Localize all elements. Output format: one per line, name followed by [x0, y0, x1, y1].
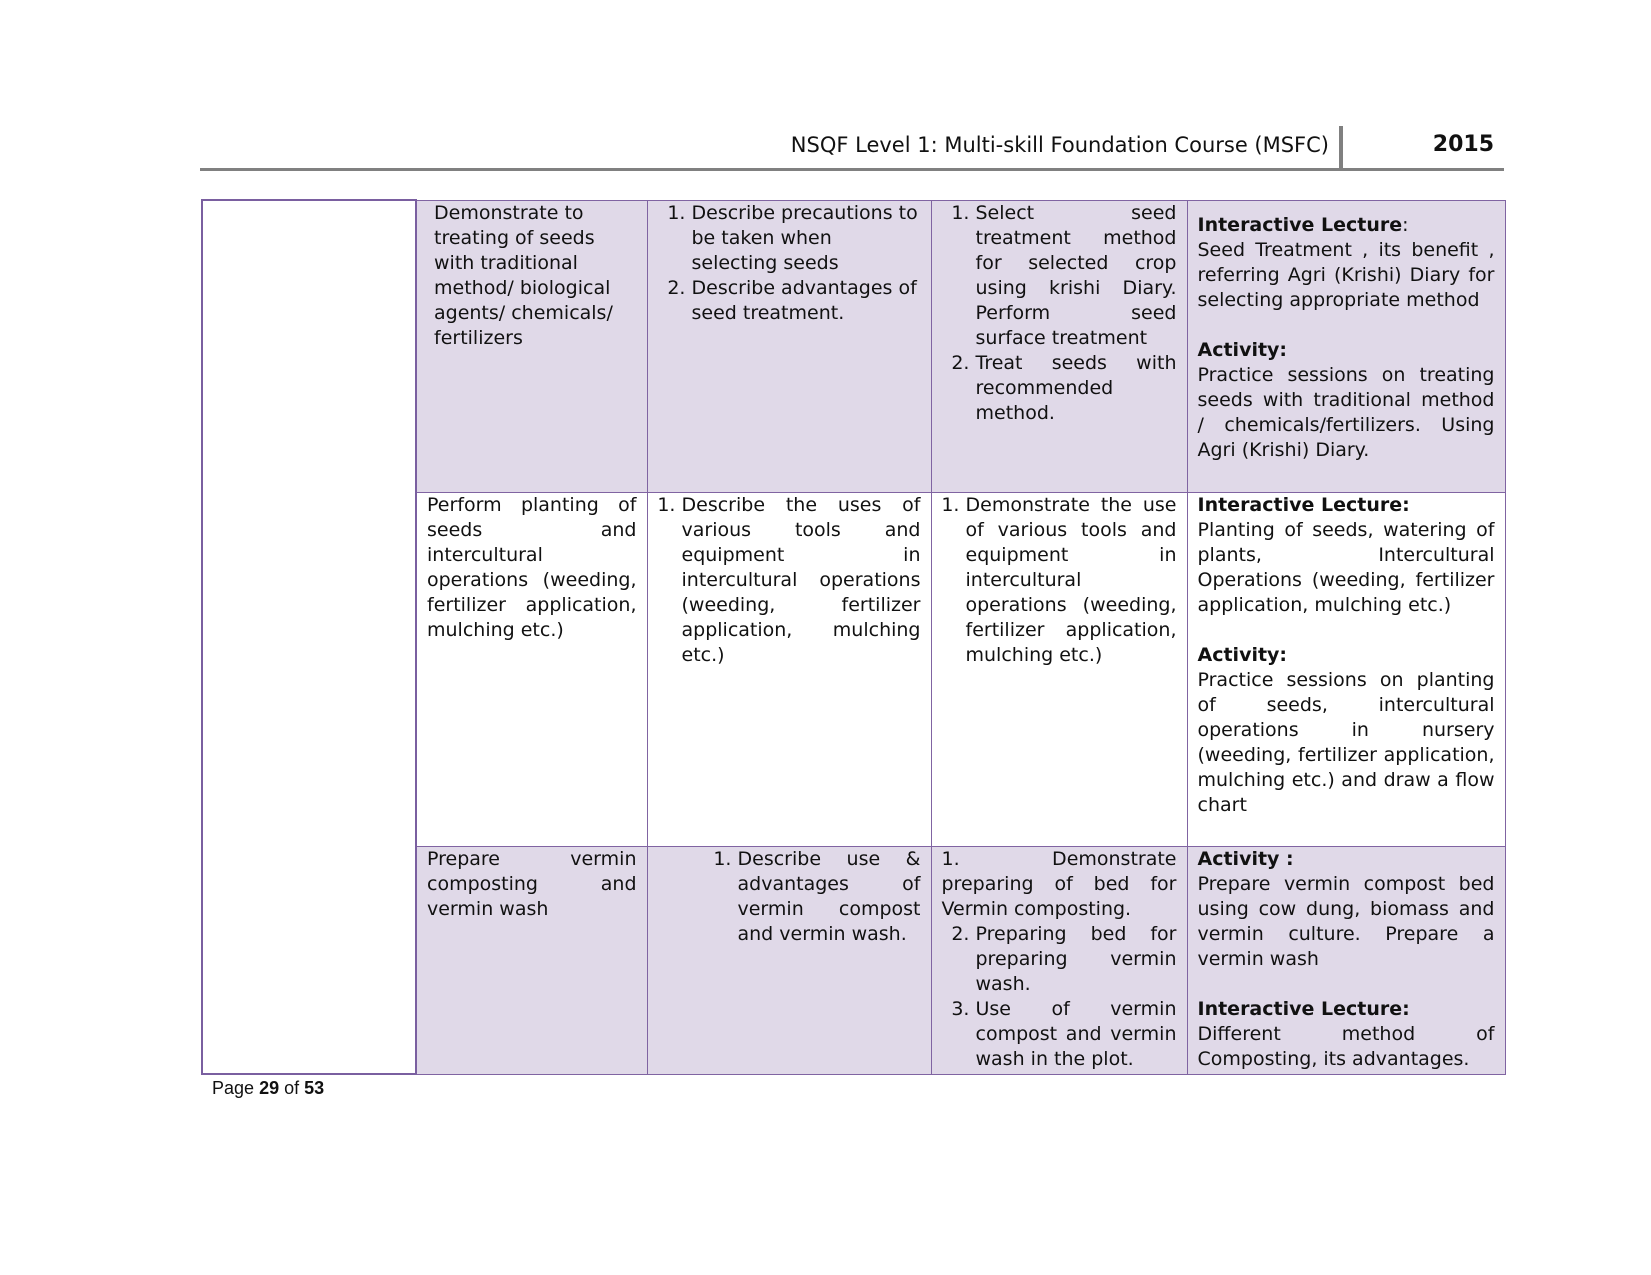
list-item: 1. Demonstrate the use of various tools and equipment in intercultural operations (weeding, fertilizer application, mulching etc.)	[966, 493, 1177, 668]
page-of-label: of	[284, 1078, 300, 1098]
learning-unit-cell	[416, 846, 647, 1074]
skills-list	[942, 201, 1177, 426]
list-item: 1. Describe the uses of various tools and equipment in intercultural operations (weeding, fertilizer application, mulching etc.)	[682, 493, 921, 668]
skills-list	[942, 922, 1177, 1072]
knowledge-cell	[647, 846, 931, 1074]
activity-cell	[1187, 846, 1505, 1074]
page-number: 29	[259, 1078, 280, 1098]
list-item: 1. Select seed treatment method for selected crop using krishi Diary. Perform seed surface treatment	[976, 201, 1177, 351]
document-title: NSQF Level 1: Multi-skill Foundation Course (MSFC)	[790, 133, 1329, 157]
activity-heading: Interactive Lecture:	[1197, 493, 1410, 516]
skills-list	[942, 493, 1177, 668]
knowledge-list	[658, 493, 921, 668]
learning-unit-cell	[416, 200, 647, 492]
list-item: 1. Describe use & advantages of vermin compost and vermin wash.	[738, 847, 921, 947]
list-item: 1. Describe precautions to be taken when selecting seeds	[692, 201, 921, 276]
header-separator	[1339, 126, 1343, 168]
page-header	[200, 124, 1504, 171]
activity-heading: Activity:	[1197, 338, 1288, 361]
page-total: 53	[304, 1078, 325, 1098]
knowledge-cell	[647, 200, 931, 492]
activity-text: Different method of Composting, its advantages.	[1197, 1022, 1495, 1070]
page-label: Page	[212, 1078, 255, 1098]
activity-heading: Activity :	[1197, 847, 1294, 870]
knowledge-list	[658, 201, 921, 326]
knowledge-list	[658, 847, 921, 947]
activity-heading: Activity:	[1197, 643, 1288, 666]
learning-unit-text: Prepare vermin composting and vermin wash	[427, 847, 637, 920]
activity-text: Practice sessions on treating seeds with traditional method / chemicals/fertilizers. Using Agri (Krishi) Diary.	[1197, 363, 1495, 461]
activity-text: Prepare vermin compost bed using cow dung, biomass and vermin culture. Prepare a vermin wash	[1197, 872, 1495, 970]
learning-unit-text: Demonstrate to treating of seeds with traditional method/ biological agents/ chemicals/ fertilizers	[434, 201, 613, 349]
skills-cell	[931, 200, 1187, 492]
list-item: 2. Treat seeds with recommended method.	[976, 351, 1177, 426]
list-item: 2. Preparing bed for preparing vermin wash.	[976, 922, 1177, 997]
learning-unit-text: Perform planting of seeds and intercultural operations (weeding, fertilizer application, mulching etc.)	[427, 493, 637, 641]
skills-lead-item: 1. Demonstrate preparing of bed for Vermin composting.	[941, 847, 1177, 920]
list-item: 3. Use of vermin compost and vermin wash in the plot.	[976, 997, 1177, 1072]
activity-heading: Interactive Lecture:	[1197, 997, 1410, 1020]
table-row	[202, 200, 1505, 492]
page-footer	[212, 1076, 324, 1100]
list-item: 2. Describe advantages of seed treatment.	[692, 276, 921, 326]
activity-heading: Interactive Lecture	[1197, 213, 1403, 236]
learning-unit-cell	[416, 492, 647, 846]
activity-cell	[1187, 492, 1505, 846]
activity-text: Planting of seeds, watering of plants, Intercultural Operations (weeding, fertilizer application, mulching etc.)	[1197, 518, 1495, 616]
module-cell	[202, 200, 416, 1074]
activity-text: Seed Treatment , its benefit , referring Agri (Krishi) Diary for selecting appropriate method	[1197, 238, 1495, 311]
knowledge-cell	[647, 492, 931, 846]
session-plan-table	[201, 199, 1506, 1075]
activity-text: Practice sessions on planting of seeds, intercultural operations in nursery (weeding, fertilizer application, mulching etc.) and draw a flow chart	[1197, 668, 1495, 816]
skills-cell	[931, 846, 1187, 1074]
document-year: 2015	[1432, 132, 1494, 157]
skills-cell	[931, 492, 1187, 846]
activity-cell: Interactive Lecture: Seed Treatment , its benefit , referring Agri (Krishi) Diary for selecting appropriate method Activity: Practice sessions on treating seeds with traditional method / chemicals/fertilizers. Using Agri (Krishi) Diary.	[1187, 200, 1505, 492]
